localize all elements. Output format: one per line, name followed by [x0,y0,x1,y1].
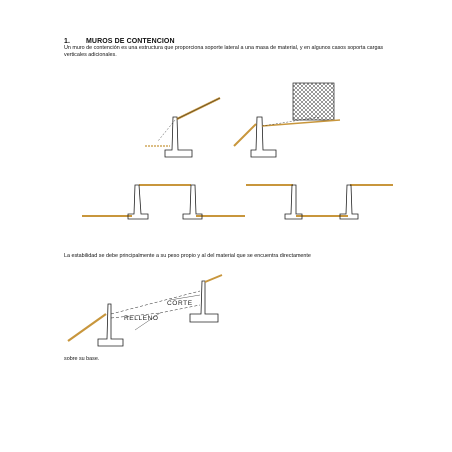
section-title: MUROS DE CONTENCION [86,38,175,45]
stability-paragraph-end: sobre su base. [64,356,100,362]
figure-double-wall-platform [246,185,393,219]
figure-cut-and-fill [68,275,222,346]
stability-paragraph: La estabilidad se debe principalmente a su peso propio y al del material que se encuentra directamente [64,253,311,259]
label-fill: RELLENO [124,315,159,322]
figure-double-wall-channel [82,185,245,219]
figure-wall-sloped-fill [145,98,220,157]
label-cut: CORTE [167,300,193,307]
section-number: 1. [64,38,71,45]
intro-paragraph: Un muro de contención es una estructura que proporciona soporte lateral a una masa de material, y en algunos casos soporta cargas verticales adicionales. [64,45,384,58]
figure-wall-building [234,83,340,157]
